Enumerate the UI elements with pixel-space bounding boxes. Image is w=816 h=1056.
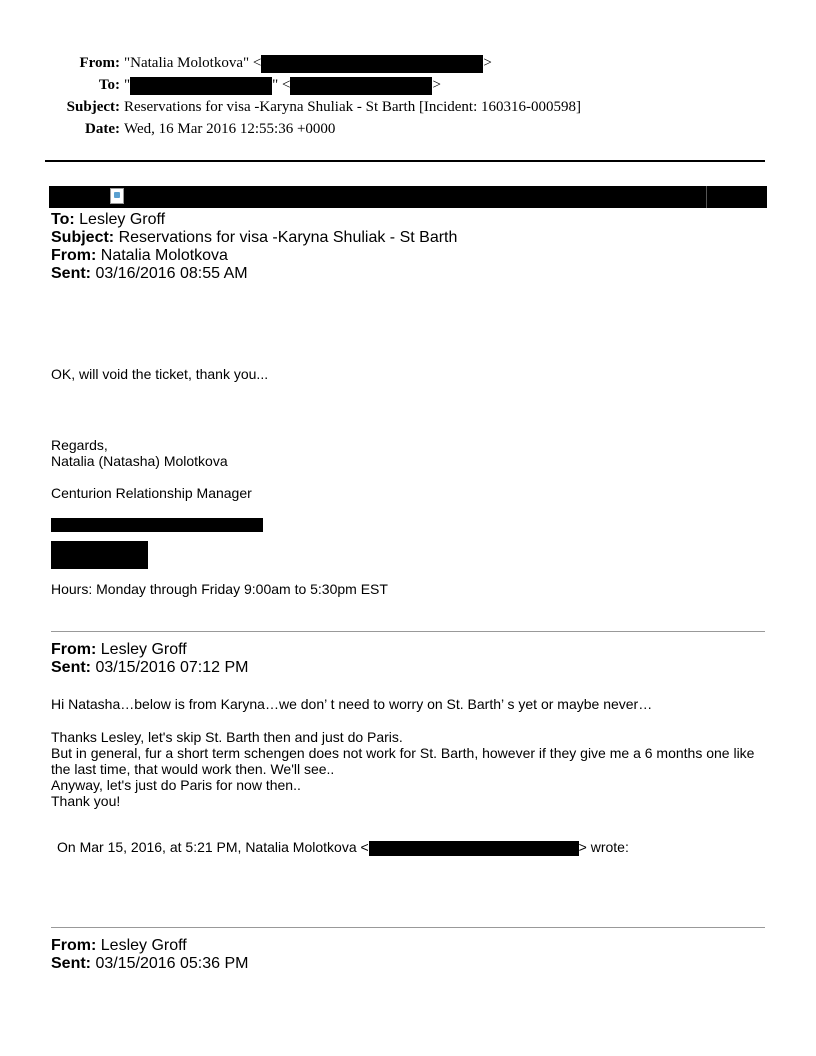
message3-from-value: Lesley Groff [100, 937, 187, 954]
header-subject-label: Subject: [66, 99, 120, 115]
quote-line: Thank you! [51, 793, 121, 809]
redacted-banner [49, 186, 767, 208]
redacted-email [369, 841, 579, 856]
header-from-label: From: [79, 55, 120, 71]
message2-sent-label: Sent: [51, 659, 91, 676]
header-to-prefix: " [124, 77, 131, 93]
header-from-name: "Natalia Molotkova" < [124, 55, 262, 71]
message2-from-value: Lesley Groff [100, 641, 187, 658]
message1-sent [51, 265, 248, 283]
message1-body: OK, will void the ticket, thank you... [51, 366, 269, 382]
redacted-contact-block [51, 541, 148, 569]
quote-line: But in general, fur a short term schengen does not work for St. Barth, however if they give me a 6 months one like [51, 745, 755, 761]
header-date-row [0, 119, 816, 139]
message-divider [51, 927, 765, 928]
header-subject-row [0, 97, 816, 117]
message3-from-label: From: [51, 937, 97, 954]
message1-to-value: Lesley Groff [79, 211, 166, 228]
message3-from [51, 937, 187, 955]
message1-sent-value: 03/16/2016 08:55 AM [95, 265, 248, 282]
message3-sent-label: Sent: [51, 955, 91, 972]
message1-to-label: To: [51, 211, 75, 228]
banner-cell-divider [706, 186, 707, 208]
message1-from [51, 247, 228, 265]
header-from-row [0, 53, 816, 73]
message1-sent-label: Sent: [51, 265, 91, 282]
message2-sent [51, 659, 248, 677]
header-subject-value: Reservations for visa -Karyna Shuliak - St Barth [Incident: 160316-000598] [124, 99, 581, 115]
message2-sent-value: 03/15/2016 07:12 PM [95, 659, 249, 676]
header-date-value: Wed, 16 Mar 2016 12:55:36 +0000 [124, 121, 336, 137]
signature-hours: Hours: Monday through Friday 9:00am to 5:30pm EST [51, 581, 388, 597]
quote-line: Thanks Lesley, let's skip St. Barth then and just do Paris. [51, 729, 403, 745]
header-divider [45, 160, 765, 162]
header-to-mid: " < [272, 77, 291, 93]
message3-sent [51, 955, 248, 973]
quote-line: the last time, that would work then. We'll see.. [51, 761, 335, 777]
broken-image-icon [110, 188, 124, 204]
redacted-email [290, 77, 432, 95]
signature-name: Natalia (Natasha) Molotkova [51, 453, 228, 469]
signature-title: Centurion Relationship Manager [51, 485, 252, 501]
redacted-email [261, 55, 483, 73]
message1-subject-label: Subject: [51, 229, 115, 246]
header-to-suffix: > [432, 77, 441, 93]
redacted-name [130, 77, 272, 95]
message3-sent-value: 03/15/2016 05:36 PM [95, 955, 249, 972]
header-to-label: To: [98, 77, 120, 93]
message2-intro: Hi Natasha…below is from Karyna…we don’ t need to worry on St. Barth’ s yet or maybe never… [51, 696, 653, 712]
message1-from-value: Natalia Molotkova [100, 247, 228, 264]
wrote-attribution [57, 839, 629, 856]
header-to-value [124, 75, 441, 95]
header-date-label: Date: [85, 121, 120, 137]
message1-regards: Regards, [51, 437, 108, 453]
message2-from-label: From: [51, 641, 97, 658]
message1-to [51, 211, 165, 229]
wrote-prefix: On Mar 15, 2016, at 5:21 PM, Natalia Molotkova < [57, 839, 369, 855]
redacted-contact-line [51, 518, 263, 532]
message1-from-label: From: [51, 247, 97, 264]
message-divider [51, 631, 765, 632]
message1-subject-value: Reservations for visa -Karyna Shuliak - St Barth [118, 229, 458, 246]
quote-line: Anyway, let's just do Paris for now then.. [51, 777, 301, 793]
wrote-suffix: > wrote: [578, 839, 629, 855]
message2-from [51, 641, 187, 659]
header-from-value [124, 53, 492, 73]
header-to-row [0, 75, 816, 95]
header-from-suffix: > [483, 55, 492, 71]
message1-subject [51, 229, 457, 247]
